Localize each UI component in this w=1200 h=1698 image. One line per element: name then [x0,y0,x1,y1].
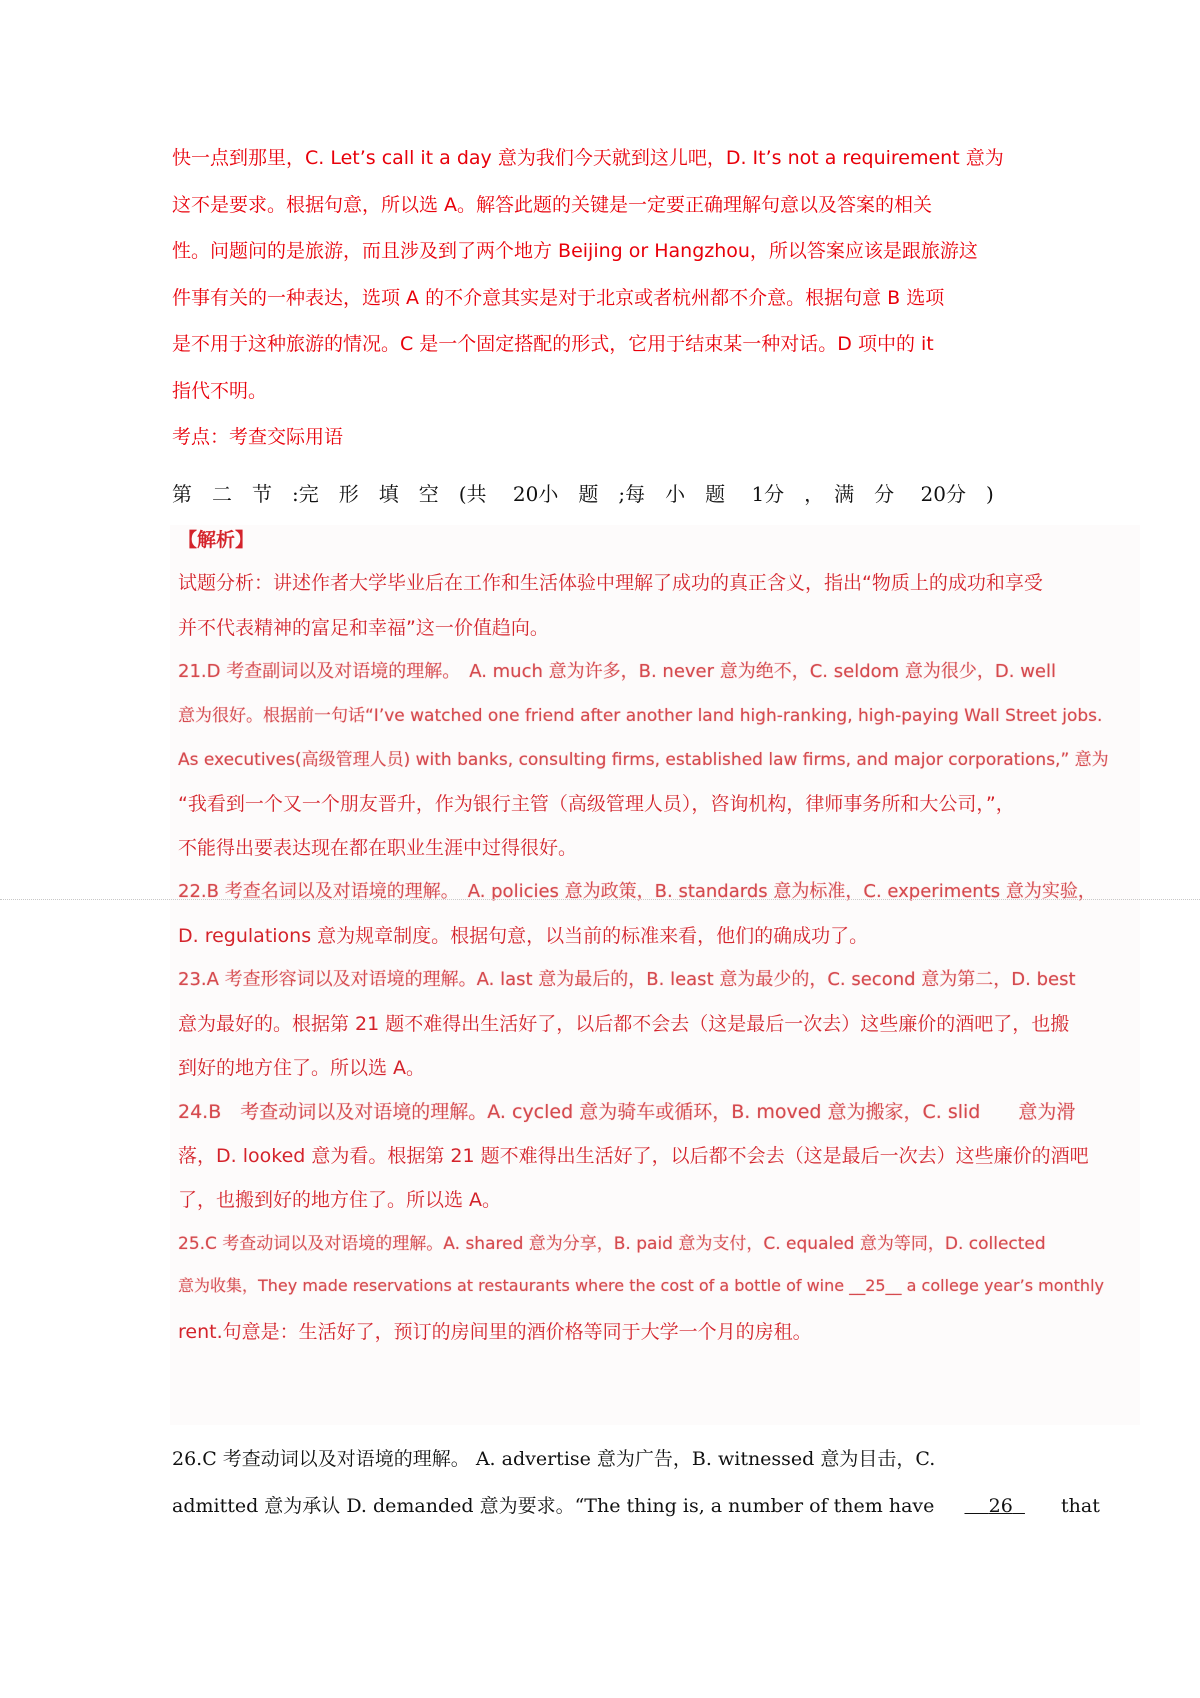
answer-26-line1: 26.C 考查动词以及对语境的理解。 A. advertise 意为广告，B. witnessed 意为目击，C. [172,1448,936,1470]
analysis-line: 意为收集，They made reservations at restaurants where the cost of a bottle of wine __25__ a college year’s monthly [178,1276,1104,1295]
analysis-line: 意为很好。根据前一句话“I’ve watched one friend after another land high-ranking, high-paying Wall Street jobs. [178,706,1103,726]
key-point-line: 考点：考查交际用语 [172,426,344,448]
analysis-image-block [170,525,1140,1425]
blank-number: 26 [988,1495,1013,1517]
analysis-line: rent.句意是：生活好了，预订的房间里的酒价格等同于大学一个月的房租。 [178,1321,812,1343]
analysis-line: 了，也搬到好的地方住了。所以选 A。 [178,1189,502,1211]
analysis-line: 并不代表精神的富足和幸福”这一价值趋向。 [178,617,549,639]
answer-26-line2 [172,1491,1100,1518]
answer-26-suffix: that [1061,1495,1100,1517]
analysis-line: 不能得出要表达现在都在职业生涯中过得很好。 [178,837,578,859]
intro-line: 性。问题问的是旅游，而且涉及到了两个地方 Beijing or Hangzhou，所以答案应该是跟旅游这 [172,240,978,262]
analysis-line: 落，D. looked 意为看。根据第 21 题不难得出生活好了，以后都不会去（这是最后一次去）这些廉价的酒吧 [178,1145,1089,1167]
analysis-line: 22.B 考查名词以及对语境的理解。 A. policies 意为政策，B. standards 意为标准，C. experiments 意为实验， [178,881,1096,902]
analysis-line: 21.D 考查副词以及对语境的理解。 A. much 意为许多，B. never 意为绝不，C. seldom 意为很少，D. well [178,661,1056,682]
intro-line: 快一点到那里，C. Let’s call it a day 意为我们今天就到这儿吧，D. It’s not a requirement 意为 [172,147,1004,169]
intro-line: 指代不明。 [172,379,268,402]
analysis-line: D. regulations 意为规章制度。根据句意，以当前的标准来看，他们的确成功了。 [178,925,869,947]
analysis-line: 25.C 考查动词以及对语境的理解。A. shared 意为分享，B. paid 意为支付，C. equaled 意为等同，D. collected [178,1234,1046,1254]
analysis-line: 意为最好的。根据第 21 题不难得出生活好了，以后都不会去（这是最后一次去）这些廉价的酒吧了，也搬 [178,1013,1070,1035]
analysis-line: As executives(高级管理人员) with banks, consulting firms, established law firms, and major corporations,” 意为 [178,750,1109,770]
intro-paragraph [172,135,1032,461]
blank-26 [964,1495,1024,1517]
intro-line: 这不是要求。根据句意，所以选 A。解答此题的关键是一定要正确理解句意以及答案的相关 [172,193,933,216]
answer-26-text: admitted 意为承认 D. demanded 意为要求。“The thing is, a number of them have [172,1495,935,1517]
intro-line: 件事有关的一种表达，选项 A 的不介意其实是对于北京或者杭州都不介意。根据句意 B 选项 [172,286,945,309]
analysis-line: 试题分析：讲述作者大学毕业后在工作和生活体验中理解了成功的真正含义，指出“物质上的成功和享受 [178,572,1043,594]
section-title: 第 二 节 :完 形 填 空 (共 20小 题 ;每 小 题 1分 ， 满 分 20分 ) [172,482,994,506]
analysis-line: “我看到一个又一个朋友晋升，作为银行主管（高级管理人员），咨询机构，律师事务所和大公司，”， [178,793,1015,815]
analysis-header: 【解析】 [178,529,255,551]
analysis-line: 到好的地方住了。所以选 A。 [178,1057,426,1079]
intro-line: 是不用于这种旅游的情况。C 是一个固定搭配的形式，它用于结束某一种对话。D 项中的 it [172,333,934,355]
analysis-line: 24.B 考查动词以及对语境的理解。A. cycled 意为骑车或循环，B. moved 意为搬家，C. slid 意为滑 [178,1101,1076,1123]
analysis-line: 23.A 考查形容词以及对语境的理解。A. last 意为最后的，B. least 意为最少的，C. second 意为第二，D. best [178,969,1076,990]
page-divider [0,899,1200,900]
